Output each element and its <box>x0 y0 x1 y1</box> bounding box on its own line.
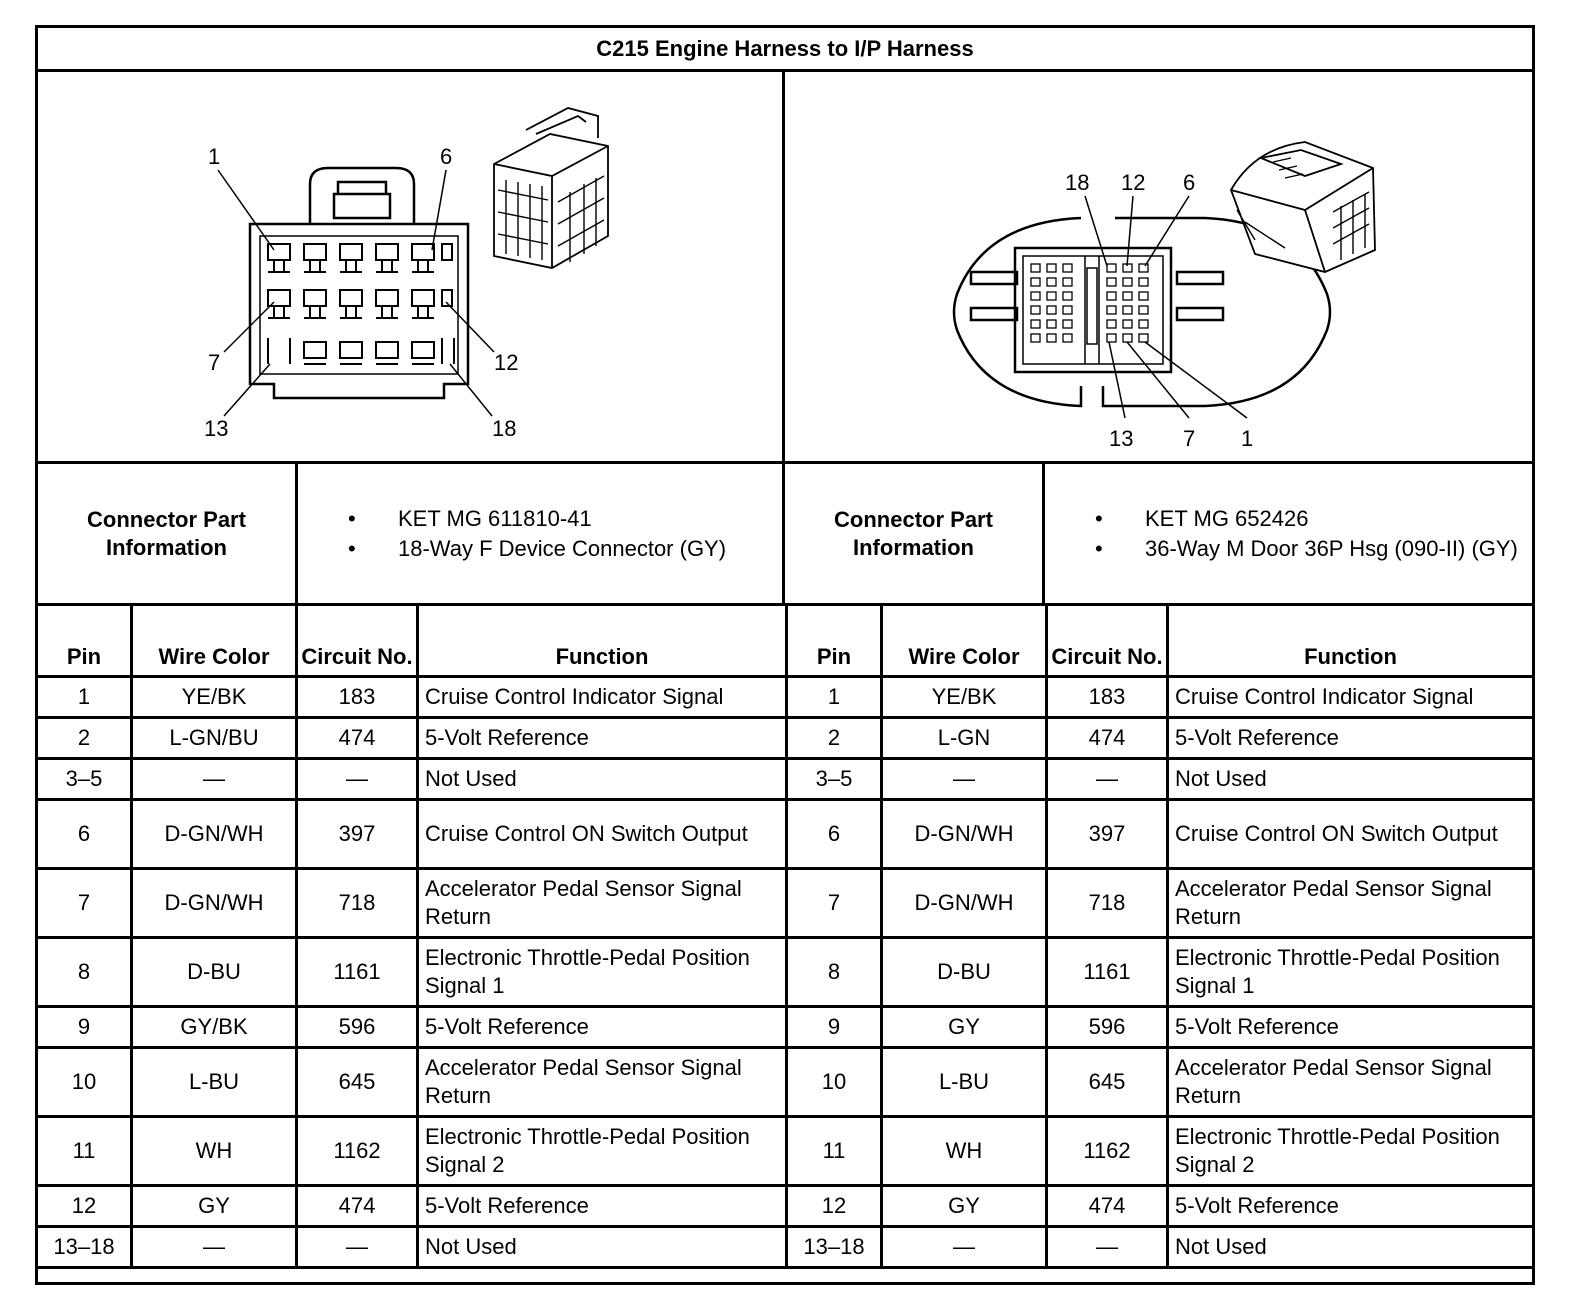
list-item <box>348 504 782 534</box>
header-circuit-no: Circuit No. <box>297 606 418 676</box>
callout-right-12: 12 <box>1121 170 1146 195</box>
table-row <box>37 1116 787 1185</box>
table-row <box>37 717 787 758</box>
pin-cell: 7 <box>37 868 132 937</box>
table-row <box>787 1047 1534 1116</box>
circuit-no-cell: 183 <box>297 676 418 717</box>
page-title: C215 Engine Harness to I/P Harness <box>38 28 1532 72</box>
circuit-no-cell: 718 <box>1047 868 1168 937</box>
table-row <box>787 676 1534 717</box>
wire-color-cell: GY <box>882 1185 1047 1226</box>
pin-cell: 1 <box>37 676 132 717</box>
pin-cell: 3–5 <box>37 758 132 799</box>
function-cell: 5-Volt Reference <box>418 1185 787 1226</box>
callout-right-1: 1 <box>1241 426 1254 451</box>
connector-sheet <box>35 25 1535 1285</box>
pin-cell: 13–18 <box>37 1226 132 1267</box>
circuit-no-cell: 596 <box>297 1006 418 1047</box>
right-connector-drawing <box>785 72 1532 461</box>
header-function: Function <box>1168 606 1534 676</box>
wire-color-cell: GY/BK <box>132 1006 297 1047</box>
table-row <box>787 799 1534 868</box>
circuit-no-cell: 183 <box>1047 676 1168 717</box>
circuit-no-cell: 1161 <box>1047 937 1168 1006</box>
wire-color-cell: GY <box>882 1006 1047 1047</box>
circuit-no-cell: — <box>1047 758 1168 799</box>
function-cell: Not Used <box>418 1226 787 1267</box>
function-cell: 5-Volt Reference <box>418 1006 787 1047</box>
circuit-no-cell: 645 <box>297 1047 418 1116</box>
left-connector-3d-icon <box>494 108 608 268</box>
callout-right-6: 6 <box>1183 170 1196 195</box>
callout-left-13: 13 <box>204 416 229 441</box>
pin-cell: 6 <box>37 799 132 868</box>
circuit-no-cell: 596 <box>1047 1006 1168 1047</box>
function-cell: Accelerator Pedal Sensor Signal Return <box>418 868 787 937</box>
wire-color-cell: — <box>882 758 1047 799</box>
pin-cell: 7 <box>787 868 882 937</box>
wire-color-cell: D-GN/WH <box>882 799 1047 868</box>
pin-cell: 2 <box>37 717 132 758</box>
header-pin: Pin <box>37 606 132 676</box>
function-cell: Cruise Control Indicator Signal <box>1168 676 1534 717</box>
circuit-no-cell: 645 <box>1047 1047 1168 1116</box>
circuit-no-cell: 1162 <box>1047 1116 1168 1185</box>
function-cell: Accelerator Pedal Sensor Signal Return <box>1168 868 1534 937</box>
left-part-number: KET MG 611810-41 <box>398 505 592 531</box>
function-cell: Electronic Throttle-Pedal Position Signal 2 <box>1168 1116 1534 1185</box>
callout-right-7: 7 <box>1183 426 1196 451</box>
callout-left-18: 18 <box>492 416 517 441</box>
wire-color-cell: L-GN <box>882 717 1047 758</box>
table-row <box>37 1226 787 1267</box>
right-connector-info <box>785 464 1532 606</box>
function-cell: Not Used <box>1168 1226 1534 1267</box>
circuit-no-cell: 718 <box>297 868 418 937</box>
table-row <box>787 1226 1534 1267</box>
function-cell: Accelerator Pedal Sensor Signal Return <box>1168 1047 1534 1116</box>
wire-color-cell: — <box>132 1226 297 1267</box>
circuit-no-cell: — <box>297 758 418 799</box>
callout-right-13: 13 <box>1109 426 1134 451</box>
wire-color-cell: WH <box>132 1116 297 1185</box>
list-item <box>348 534 782 564</box>
pin-cell: 10 <box>787 1047 882 1116</box>
header-function: Function <box>418 606 787 676</box>
callout-left-7: 7 <box>208 350 221 375</box>
function-cell: Accelerator Pedal Sensor Signal Return <box>418 1047 787 1116</box>
pin-cell: 8 <box>787 937 882 1006</box>
pin-cell: 11 <box>37 1116 132 1185</box>
pin-cell: 10 <box>37 1047 132 1116</box>
function-cell: Electronic Throttle-Pedal Position Signal 2 <box>418 1116 787 1185</box>
circuit-no-cell: — <box>1047 1226 1168 1267</box>
wire-color-cell: D-GN/WH <box>132 799 297 868</box>
function-cell: Not Used <box>1168 758 1534 799</box>
circuit-no-cell: 474 <box>297 1185 418 1226</box>
table-row <box>787 758 1534 799</box>
wire-color-cell: L-GN/BU <box>132 717 297 758</box>
table-row <box>37 1006 787 1047</box>
callout-left-12: 12 <box>494 350 519 375</box>
function-cell: 5-Volt Reference <box>1168 1006 1534 1047</box>
left-info-label: Connector Part Information <box>38 464 298 603</box>
left-connector-info <box>38 464 785 606</box>
bullet-icon: • <box>1095 535 1103 561</box>
wire-color-cell: YE/BK <box>132 676 297 717</box>
table-row <box>787 937 1534 1006</box>
function-cell: 5-Volt Reference <box>418 717 787 758</box>
function-cell: Cruise Control Indicator Signal <box>418 676 787 717</box>
table-row <box>787 717 1534 758</box>
pin-cell: 11 <box>787 1116 882 1185</box>
table-row <box>37 676 787 717</box>
pin-cell: 13–18 <box>787 1226 882 1267</box>
pin-cell: 6 <box>787 799 882 868</box>
table-row <box>787 1185 1534 1226</box>
table-row <box>37 1185 787 1226</box>
function-cell: Electronic Throttle-Pedal Position Signal 1 <box>418 937 787 1006</box>
header-pin: Pin <box>787 606 882 676</box>
header-wire-color: Wire Color <box>132 606 297 676</box>
table-row <box>37 758 787 799</box>
right-connector-figure <box>785 72 1532 464</box>
wire-color-cell: L-BU <box>132 1047 297 1116</box>
wire-color-cell: — <box>882 1226 1047 1267</box>
pin-cell: 12 <box>37 1185 132 1226</box>
bullet-icon: • <box>348 535 356 561</box>
header-wire-color: Wire Color <box>882 606 1047 676</box>
function-cell: 5-Volt Reference <box>1168 717 1534 758</box>
right-pinout-table <box>785 606 1535 1269</box>
table-row <box>787 868 1534 937</box>
callout-left-6: 6 <box>440 144 453 169</box>
callout-left-1: 1 <box>208 144 221 169</box>
callout-right-18: 18 <box>1065 170 1090 195</box>
table-row <box>787 1006 1534 1047</box>
list-item <box>1095 534 1532 564</box>
left-info-bullets <box>298 464 782 603</box>
header-circuit-no: Circuit No. <box>1047 606 1168 676</box>
right-info-label: Connector Part Information <box>785 464 1045 603</box>
circuit-no-cell: 1162 <box>297 1116 418 1185</box>
pin-cell: 3–5 <box>787 758 882 799</box>
pin-cell: 9 <box>787 1006 882 1047</box>
list-item <box>1095 504 1532 534</box>
left-connector-drawing <box>38 72 782 461</box>
pin-cell: 2 <box>787 717 882 758</box>
pin-cell: 9 <box>37 1006 132 1047</box>
function-cell: 5-Volt Reference <box>1168 1185 1534 1226</box>
table-row <box>37 937 787 1006</box>
function-cell: Not Used <box>418 758 787 799</box>
left-connector-figure <box>38 72 785 464</box>
wire-color-cell: D-BU <box>132 937 297 1006</box>
wire-color-cell: GY <box>132 1185 297 1226</box>
circuit-no-cell: 397 <box>1047 799 1168 868</box>
right-connector-3d-icon <box>1231 142 1375 272</box>
wire-color-cell: YE/BK <box>882 676 1047 717</box>
bullet-icon: • <box>348 505 356 531</box>
function-cell: Cruise Control ON Switch Output <box>1168 799 1534 868</box>
wire-color-cell: D-GN/WH <box>882 868 1047 937</box>
function-cell: Electronic Throttle-Pedal Position Signal 1 <box>1168 937 1534 1006</box>
bullet-icon: • <box>1095 505 1103 531</box>
circuit-no-cell: 1161 <box>297 937 418 1006</box>
wire-color-cell: WH <box>882 1116 1047 1185</box>
pin-cell: 12 <box>787 1185 882 1226</box>
left-part-description: 18-Way F Device Connector (GY) <box>398 535 727 561</box>
circuit-no-cell: 474 <box>297 717 418 758</box>
right-part-description: 36-Way M Door 36P Hsg (090-II) (GY) <box>1145 535 1518 561</box>
wire-color-cell: — <box>132 758 297 799</box>
function-cell: Cruise Control ON Switch Output <box>418 799 787 868</box>
table-row <box>37 1047 787 1116</box>
circuit-no-cell: 474 <box>1047 1185 1168 1226</box>
pin-cell: 8 <box>37 937 132 1006</box>
wire-color-cell: L-BU <box>882 1047 1047 1116</box>
wire-color-cell: D-BU <box>882 937 1047 1006</box>
circuit-no-cell: 397 <box>297 799 418 868</box>
left-pinout-table <box>35 606 788 1269</box>
wire-color-cell: D-GN/WH <box>132 868 297 937</box>
table-row <box>37 868 787 937</box>
table-row <box>787 1116 1534 1185</box>
circuit-no-cell: 474 <box>1047 717 1168 758</box>
right-part-number: KET MG 652426 <box>1145 505 1309 531</box>
pin-cell: 1 <box>787 676 882 717</box>
circuit-no-cell: — <box>297 1226 418 1267</box>
right-info-bullets <box>1045 464 1532 603</box>
table-row <box>37 799 787 868</box>
